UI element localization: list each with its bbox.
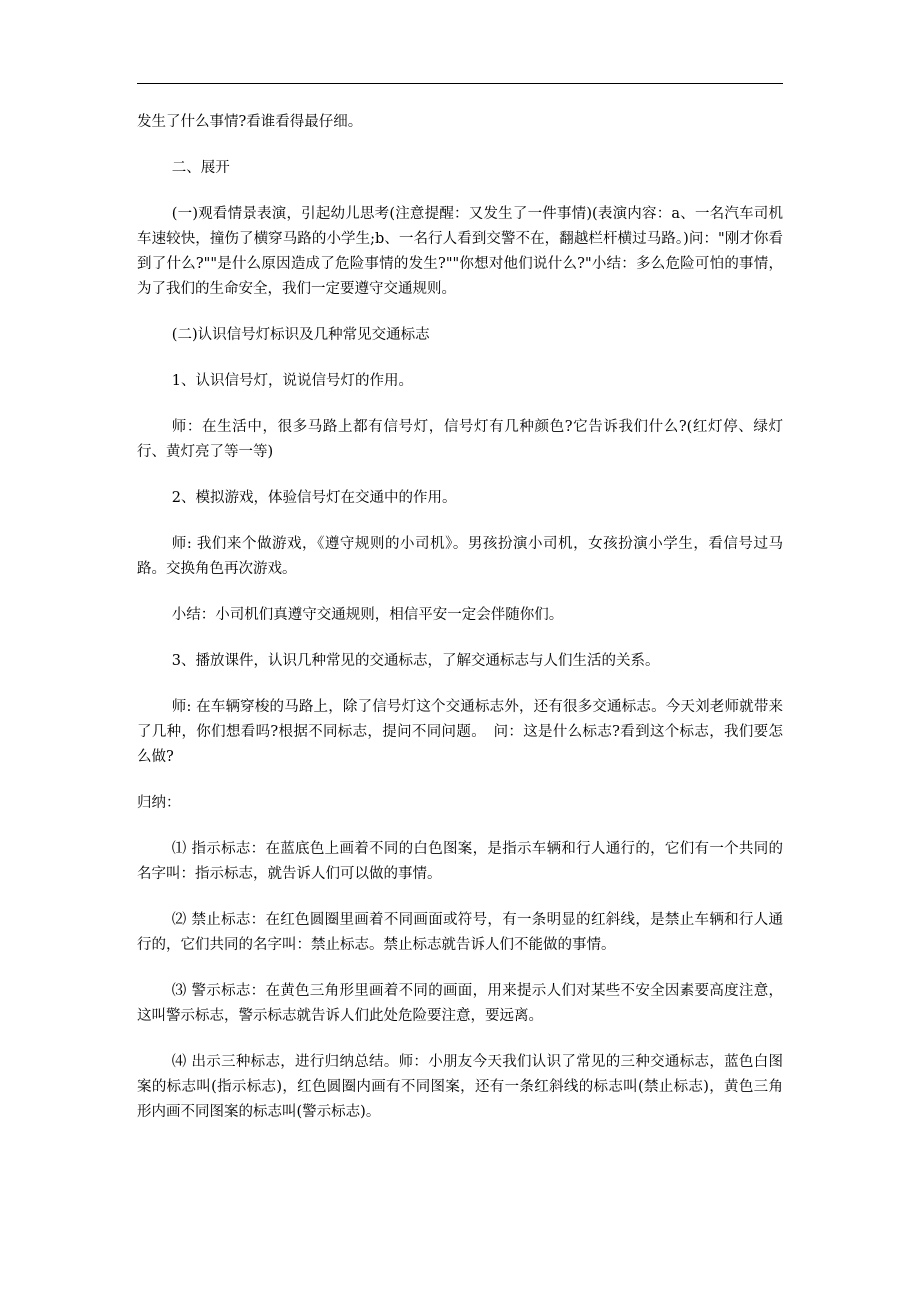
section-heading-expand: 二、展开	[171, 160, 230, 176]
paragraph-step-1: 1、认识信号灯，说说信号灯的作用。	[171, 373, 414, 389]
header-rule	[137, 83, 783, 84]
list-item-prohibition-signs: ⑵ 禁止标志：在红色圆圈里画着不同画面或符号，有一条明显的红斜线，是禁止车辆和行人通行的，它们共同的名字叫：禁止标志。禁止标志就告诉人们不能做的事情。	[137, 912, 783, 953]
paragraph-step-3: 3、播放课件，认识几种常见的交通标志，了解交通标志与人们生活的关系。	[171, 653, 660, 669]
paragraph-teacher-game: 师: 我们来个做游戏，《遵守规则的小司机》。男孩扮演小司机，女孩扮演小学生，看信号过马路。交换角色再次游戏。	[137, 536, 783, 577]
paragraph-teacher-signs: 师: 在车辆穿梭的马路上，除了信号灯这个交通标志外，还有很多交通标志。今天刘老师就带来了几种，你们想看吗?根据不同标志，提问不同问题。 问：这是什么标志?看到这个标志，我们要怎么做?	[137, 699, 783, 765]
paragraph-step-2: 2、模拟游戏，体验信号灯在交通中的作用。	[171, 490, 457, 506]
paragraph-scenario-performance: (一)观看情景表演，引起幼儿思考(注意提醒：又发生了一件事情)(表演内容：a、一名汽车司机车速较快，撞伤了横穿马路的小学生;b、一名行人看到交警不在，翻越栏杆横过马路。)问："刚才你看到了什么?""是什么原因造成了危险事情的发生?""你想对他们说什么?"小结：多么危险可怕的事情，为了我们的生命安全，我们一定要遵守交通规则。	[137, 206, 783, 297]
paragraph-teacher-signal-colors: 师：在生活中，很多马路上都有信号灯，信号灯有几种颜色?它告诉我们什么?(红灯停、绿灯行、黄灯亮了等一等)	[137, 419, 783, 460]
paragraph-summary: 小结：小司机们真遵守交通规则，相信平安一定会伴随你们。	[171, 607, 564, 623]
list-item-warning-signs: ⑶ 警示标志：在黄色三角形里画着不同的画面，用来提示人们对某些不安全因素要高度注意，这叫警示标志，警示标志就告诉人们此处危险要注意，要远离。	[137, 983, 783, 1024]
document-body	[137, 110, 783, 1146]
list-item-summary: ⑷ 出示三种标志，进行归纳总结。师：小朋友今天我们认识了常见的三种交通标志，蓝色白图案的标志叫(指示标志)，红色圆圈内画有不同图案，还有一条红斜线的标志叫(禁止标志)，黄色三角形内画不同图案的标志叫(警示标志)。	[137, 1054, 783, 1120]
paragraph-conclusion-label: 归纳：	[137, 795, 181, 811]
paragraph-continuation: 发生了什么事情?看谁看得最仔细。	[137, 114, 363, 130]
list-item-instruction-signs: ⑴ 指示标志：在蓝底色上画着不同的白色图案，是指示车辆和行人通行的，它们有一个共同的名字叫：指示标志，就告诉人们可以做的事情。	[137, 841, 783, 882]
subsection-heading-signals: (二)认识信号灯标识及几种常见交通标志	[171, 327, 430, 343]
